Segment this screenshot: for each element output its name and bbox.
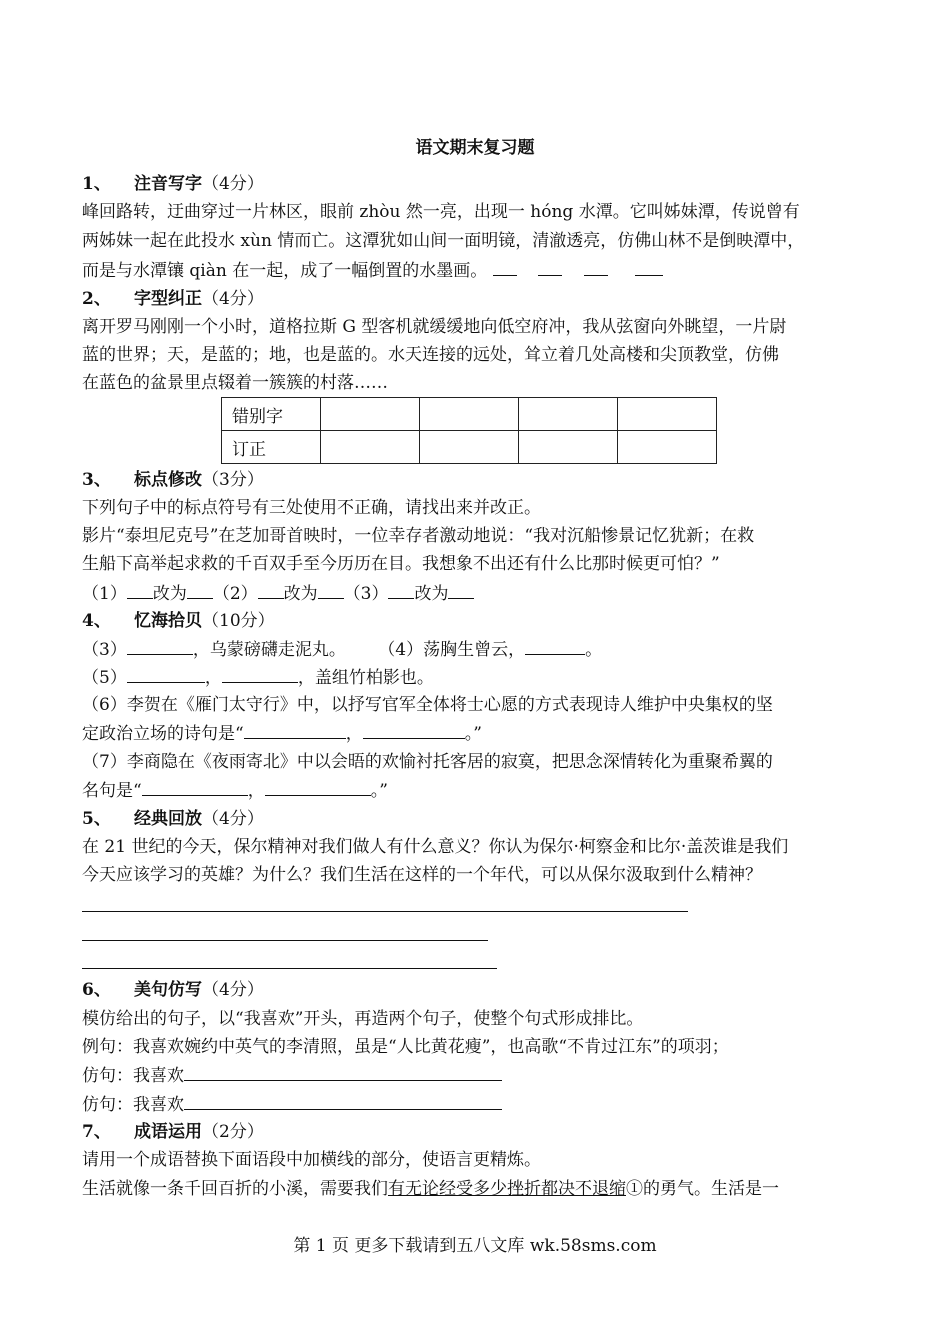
poem-text: 。 bbox=[585, 640, 603, 660]
answer-blank[interactable] bbox=[127, 582, 153, 599]
q6-text-line: 例句：我喜欢婉约中英气的李清照，虽是“人比黄花瘦”，也高歌“不肯过江东”的项羽； bbox=[82, 1037, 729, 1057]
answer-blank[interactable] bbox=[127, 666, 205, 683]
poem-text: ，乌蒙磅礴走泥丸。 bbox=[192, 640, 346, 660]
q7-text-line: 请用一个成语替换下面语段中加横线的部分，使语言更精炼。 bbox=[82, 1150, 541, 1170]
correction-table bbox=[221, 397, 717, 464]
q6-imitate-2 bbox=[82, 1093, 502, 1116]
q2-score: （4分） bbox=[202, 289, 264, 309]
q4-item-6-line1: （6）李贺在《雁门太守行》中，以抒写官军全体将士心愿的方式表现诗人维护中央集权的坚 bbox=[82, 695, 773, 715]
q2-name: 字型纠正 bbox=[134, 289, 202, 309]
table-cell[interactable] bbox=[519, 431, 618, 464]
punct: ， bbox=[345, 724, 363, 744]
q7-name: 成语运用 bbox=[134, 1122, 202, 1142]
answer-blank[interactable] bbox=[318, 582, 344, 599]
q1-text-line: 两姊妹一起在此投水 xùn 情而亡。这潭犹如山间一面明镜，清澈透亮，仿佛山林不是倒映潭中， bbox=[82, 231, 805, 251]
q1-answer-blank[interactable] bbox=[538, 259, 562, 276]
passage-text: ①的勇气。生活是一 bbox=[626, 1179, 779, 1199]
q4-item-7-line1: （7）李商隐在《夜雨寄北》中以会晤的欢愉衬托客居的寂寞，把思念深情转化为重聚希翼的 bbox=[82, 752, 773, 772]
q1-heading bbox=[82, 173, 264, 195]
answer-blank[interactable] bbox=[265, 779, 371, 796]
q4-number: 4、 bbox=[82, 611, 111, 631]
q4-name: 忆海拾贝 bbox=[134, 611, 202, 631]
answer-rule[interactable] bbox=[82, 968, 497, 969]
answer-blank[interactable] bbox=[184, 1064, 502, 1081]
q3-heading bbox=[82, 469, 264, 491]
q5-heading bbox=[82, 808, 264, 830]
table-cell[interactable] bbox=[519, 398, 618, 431]
q7-text-line bbox=[82, 1178, 779, 1200]
answer-blank[interactable] bbox=[388, 582, 414, 599]
change-label: 改为 bbox=[283, 584, 318, 604]
q7-number: 7、 bbox=[82, 1122, 111, 1142]
item-label: （3） bbox=[82, 640, 127, 660]
answer-blank[interactable] bbox=[363, 722, 465, 739]
q2-text-line: 蓝的世界；天，是蓝的；地，也是蓝的。水天连接的远处，耸立着几处高楼和尖顶教堂，仿佛 bbox=[82, 345, 779, 365]
answer-blank[interactable] bbox=[244, 722, 346, 739]
q4-heading bbox=[82, 610, 275, 632]
q4-item-7-line2 bbox=[82, 779, 388, 802]
answer-blank[interactable] bbox=[525, 638, 585, 655]
q4-item-5 bbox=[82, 666, 434, 689]
punct: 。” bbox=[464, 724, 482, 744]
underlined-phrase: 有无论经受多少挫折都决不退缩 bbox=[388, 1179, 626, 1199]
q6-text-line: 模仿给出的句子，以“我喜欢”开头，再造两个句子，使整个句式形成排比。 bbox=[82, 1009, 644, 1029]
q1-number: 1、 bbox=[82, 174, 111, 194]
q2-text-line: 离开罗马刚刚一个小时，道格拉斯 G 型客机就缓缓地向低空府冲，我从弦窗向外眺望，一片尉 bbox=[82, 317, 787, 337]
q4-score: （10分） bbox=[202, 611, 275, 631]
q3-text-line: 影片“泰坦尼克号”在芝加哥首映时，一位幸存者激动地说：“我对沉船惨景记忆犹新；在救 bbox=[82, 526, 755, 546]
punct: ， bbox=[204, 668, 222, 688]
label-2: （2） bbox=[212, 584, 258, 604]
q1-answer-blank[interactable] bbox=[493, 259, 517, 276]
q2-heading bbox=[82, 288, 264, 310]
passage-text: 生活就像一条千回百折的小溪，需要我们 bbox=[82, 1179, 388, 1199]
q3-name: 标点修改 bbox=[134, 470, 202, 490]
q6-number: 6、 bbox=[82, 980, 111, 1000]
answer-blank[interactable] bbox=[448, 582, 474, 599]
table-cell[interactable] bbox=[618, 398, 717, 431]
q4-item-3-4 bbox=[82, 638, 602, 661]
q1-answer-blank[interactable] bbox=[635, 259, 663, 276]
q1-text: 而是与水潭镶 qiàn 在一起，成了一幅倒置的水墨画。 bbox=[82, 261, 488, 281]
table-row bbox=[222, 398, 717, 431]
q6-heading bbox=[82, 979, 264, 1001]
q1-answer-blank[interactable] bbox=[584, 259, 608, 276]
q3-answer-line bbox=[82, 582, 474, 605]
label-3: （3） bbox=[343, 584, 389, 604]
table-cell[interactable] bbox=[618, 431, 717, 464]
question-text: 名句是“ bbox=[82, 781, 142, 801]
page-title: 语文期末复习题 bbox=[415, 138, 535, 158]
punct: 。” bbox=[370, 781, 388, 801]
q7-heading bbox=[82, 1121, 264, 1143]
table-cell[interactable] bbox=[420, 431, 519, 464]
q1-text-line: 峰回路转，迂曲穿过一片林区，眼前 zhòu 然一亮，出现一 hóng 水潭。它叫姊妹潭，传说曾有 bbox=[82, 202, 800, 222]
table-cell[interactable] bbox=[420, 398, 519, 431]
answer-blank[interactable] bbox=[187, 582, 213, 599]
question-text: 定政治立场的诗句是“ bbox=[82, 724, 244, 744]
imitate-label: 仿句：我喜欢 bbox=[82, 1066, 184, 1086]
answer-blank[interactable] bbox=[258, 582, 284, 599]
q5-text-line: 今天应该学习的英雄？为什么？我们生活在这样的一个年代，可以从保尔汲取到什么精神？ bbox=[82, 865, 762, 885]
row-label-correct: 订正 bbox=[222, 431, 321, 464]
q5-number: 5、 bbox=[82, 809, 111, 829]
answer-blank[interactable] bbox=[222, 666, 298, 683]
answer-rule[interactable] bbox=[82, 911, 688, 912]
page-footer: 第 1 页 更多下载请到五八文库 wk.58sms.com bbox=[293, 1236, 657, 1256]
q7-score: （2分） bbox=[202, 1122, 264, 1142]
label-1: （1） bbox=[82, 584, 127, 604]
answer-blank[interactable] bbox=[184, 1093, 502, 1110]
q1-name: 注音写字 bbox=[134, 174, 202, 194]
punct: ， bbox=[247, 781, 265, 801]
q5-score: （4分） bbox=[202, 809, 264, 829]
table-row bbox=[222, 431, 717, 464]
q1-score: （4分） bbox=[202, 174, 264, 194]
q6-name: 美句仿写 bbox=[134, 980, 202, 1000]
poem-text: ，盖组竹柏影也。 bbox=[297, 668, 434, 688]
q3-number: 3、 bbox=[82, 470, 111, 490]
q3-text-line: 生船下高举起求救的千百双手至今历历在目。我想象不出还有什么比那时候更可怕？” bbox=[82, 554, 720, 574]
poem-text: （4）荡胸生曾云， bbox=[378, 640, 526, 660]
answer-blank[interactable] bbox=[127, 638, 193, 655]
q3-score: （3分） bbox=[202, 470, 264, 490]
q5-text-line: 在 21 世纪的今天，保尔精神对我们做人有什么意义？你认为保尔·柯察金和比尔·盖茨谁是我们 bbox=[82, 837, 789, 857]
q6-imitate-1 bbox=[82, 1064, 502, 1087]
answer-rule[interactable] bbox=[82, 940, 488, 941]
q4-item-6-line2 bbox=[82, 722, 482, 745]
row-label-wrong: 错别字 bbox=[222, 398, 321, 431]
q5-name: 经典回放 bbox=[134, 809, 202, 829]
q6-score: （4分） bbox=[202, 980, 264, 1000]
q1-text-line bbox=[82, 259, 663, 282]
answer-blank[interactable] bbox=[142, 779, 248, 796]
change-label: 改为 bbox=[152, 584, 187, 604]
q3-text-line: 下列句子中的标点符号有三处使用不正确，请找出来并改正。 bbox=[82, 498, 541, 518]
q2-number: 2、 bbox=[82, 289, 111, 309]
q2-text-line: 在蓝色的盆景里点辍着一簇簇的村落…… bbox=[82, 373, 388, 393]
item-label: （5） bbox=[82, 668, 127, 688]
table-cell[interactable] bbox=[321, 398, 420, 431]
change-label: 改为 bbox=[414, 584, 449, 604]
imitate-label: 仿句：我喜欢 bbox=[82, 1095, 184, 1115]
table-cell[interactable] bbox=[321, 431, 420, 464]
